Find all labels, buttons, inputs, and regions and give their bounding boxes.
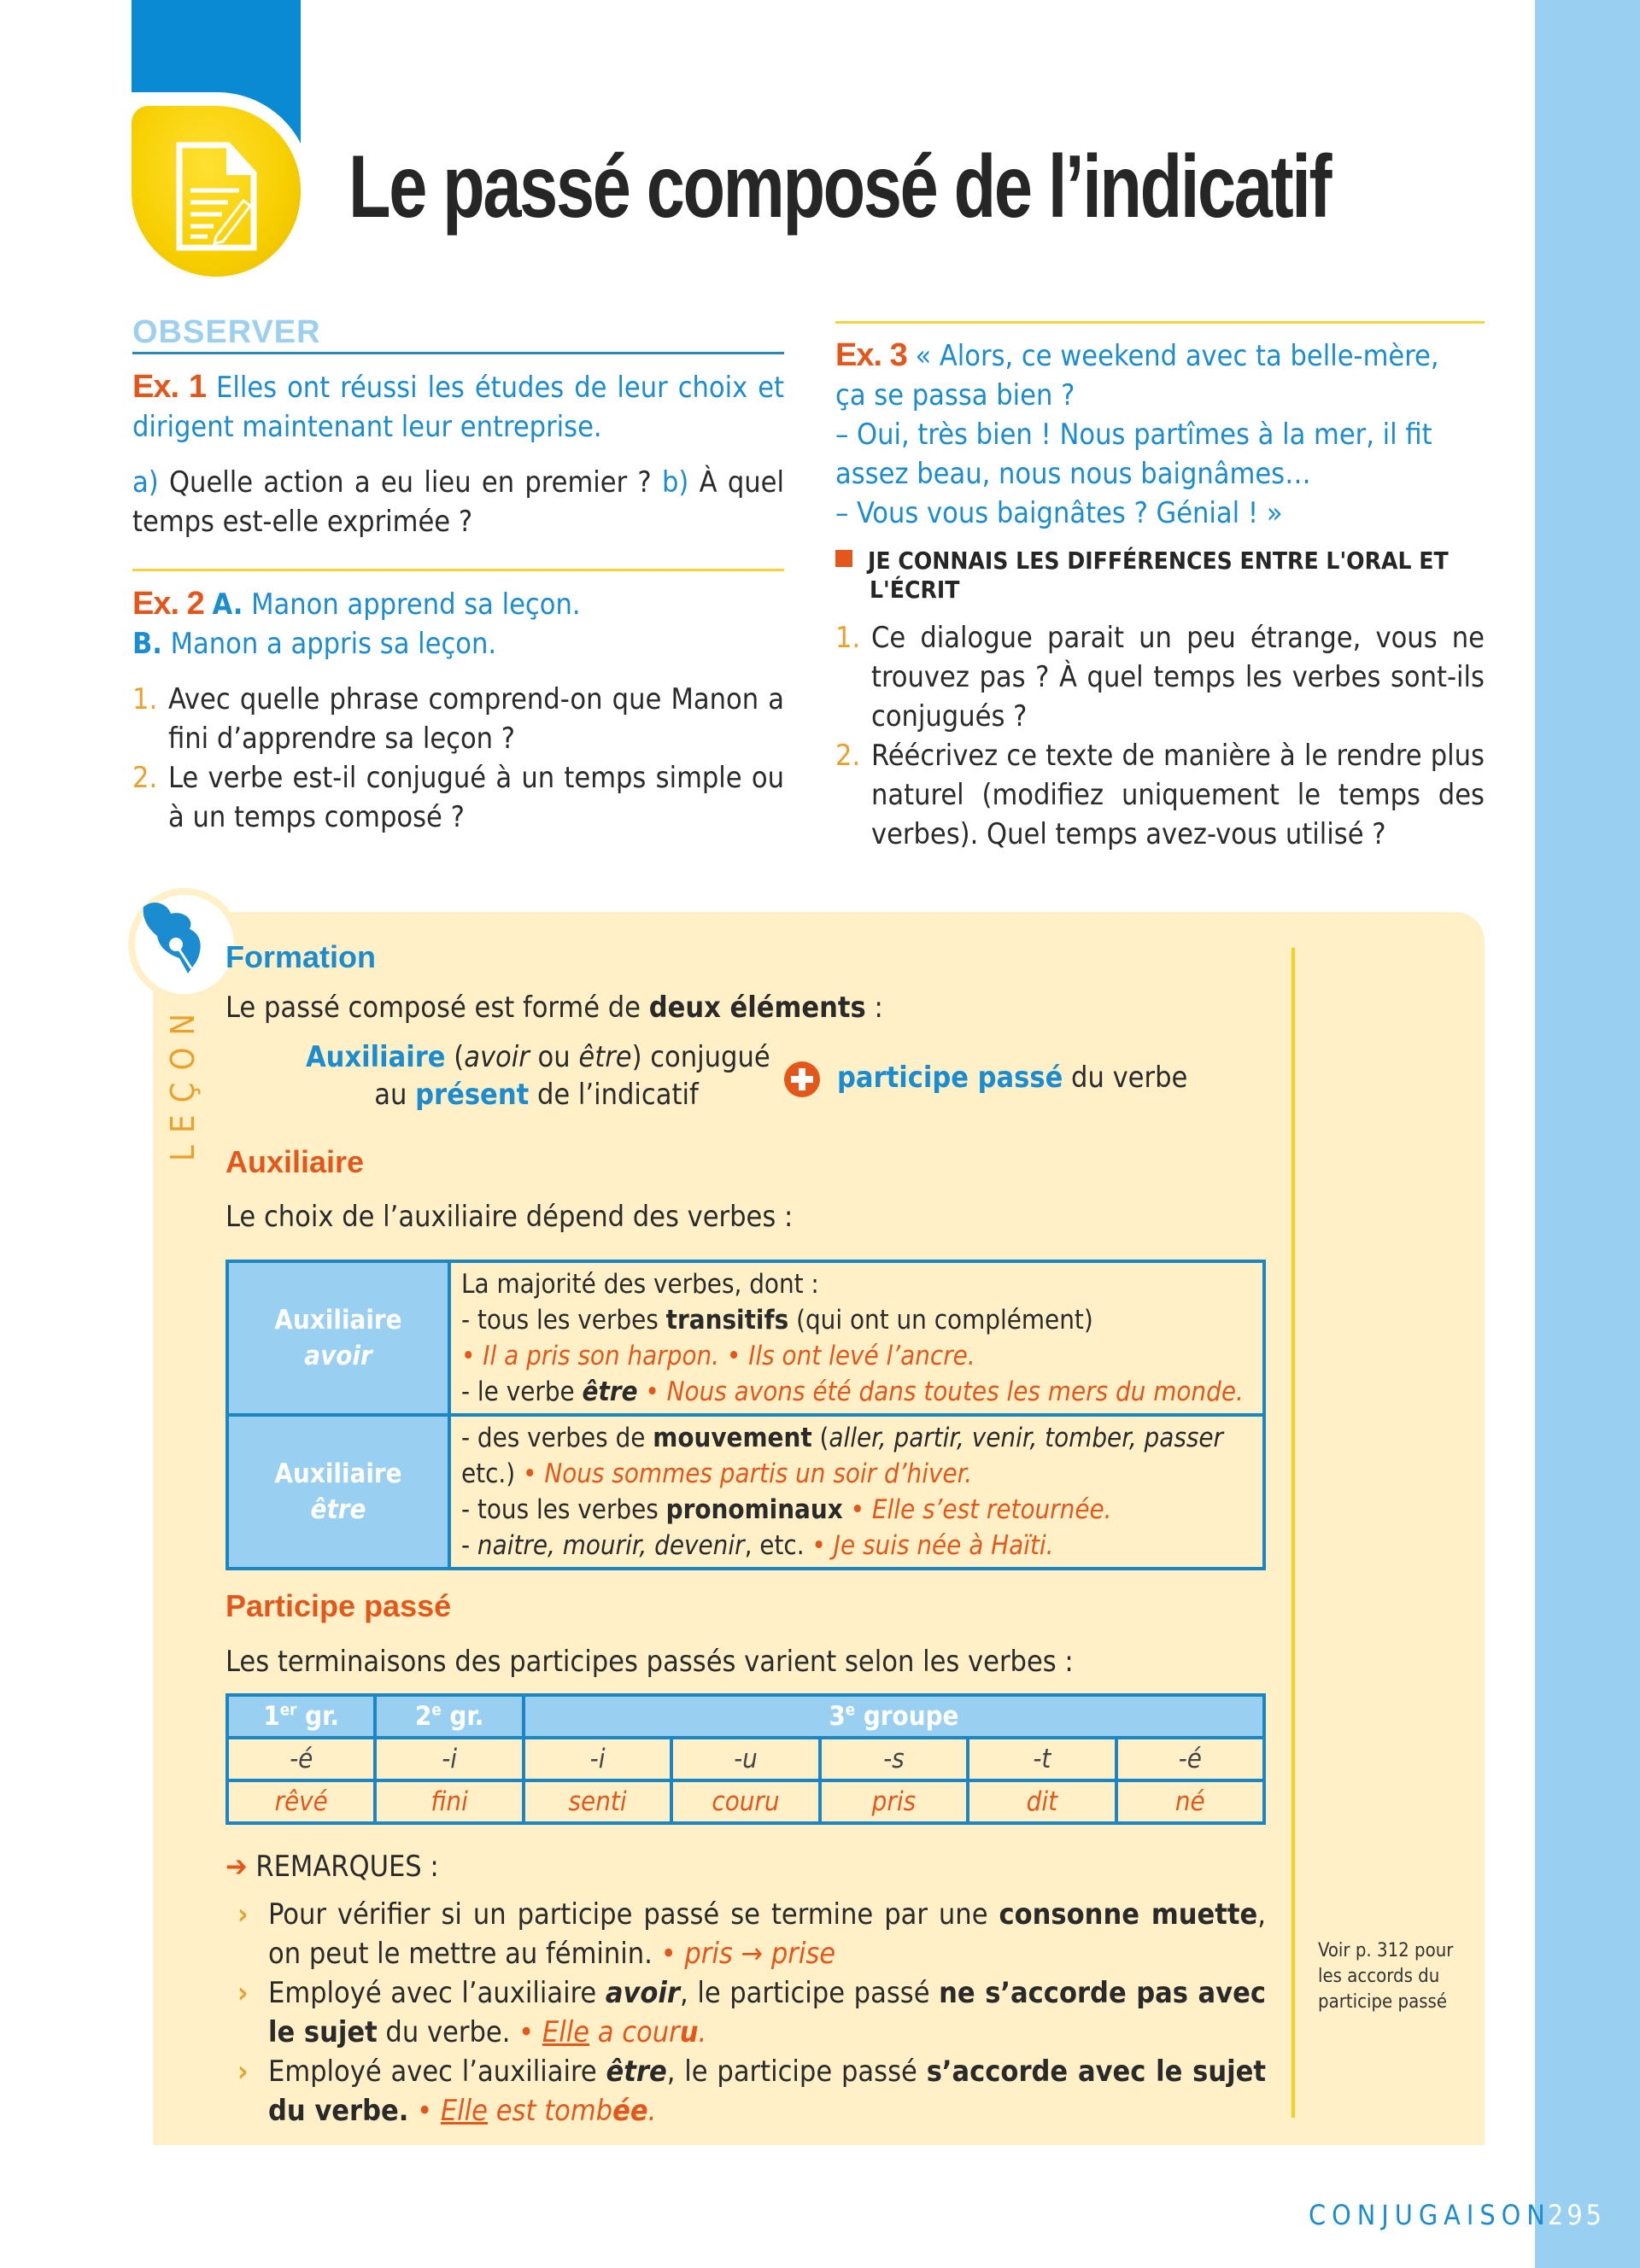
item-number: 2. xyxy=(835,739,861,773)
text: ( xyxy=(445,1040,465,1074)
text: naitre, mourir, devenir xyxy=(477,1530,745,1561)
text: ou xyxy=(529,1040,579,1074)
intro-bold: deux éléments xyxy=(648,991,866,1025)
item-number: 2. xyxy=(132,761,158,795)
example: . xyxy=(698,2015,707,2049)
exercise-3-questions xyxy=(835,618,1485,854)
text: 3 xyxy=(829,1701,846,1732)
intro-punct: : xyxy=(865,991,883,1025)
text: au xyxy=(374,1078,416,1112)
column-header xyxy=(375,1695,523,1738)
skill-text: JE CONNAIS LES DIFFÉRENCES ENTRE L'ORAL ET L'ÉCRIT xyxy=(868,547,1449,604)
text: 1 xyxy=(263,1701,280,1732)
table-row xyxy=(227,1415,1264,1569)
table-cell: -i xyxy=(524,1738,671,1780)
example: est tomb xyxy=(488,2094,613,2128)
example-subject: Elle xyxy=(440,2094,489,2128)
page-number: 295 xyxy=(1548,2199,1605,2231)
text: - des verbes de xyxy=(461,1423,653,1453)
text: - le verbe xyxy=(461,1377,583,1407)
exercise-1-text: Elles ont réussi les études de leur choix et dirigent maintenant leur entreprise. xyxy=(132,371,785,444)
participe-title: Participe passé xyxy=(226,1588,452,1623)
exercise-1 xyxy=(132,367,784,447)
formation-intro xyxy=(226,989,883,1026)
dialogue-line: – Oui, très bien ! Nous partîmes à la mer, il fit assez beau, nous nous baignâmes… xyxy=(835,418,1432,491)
text: Pour vérifier si un participe passé se termine par une xyxy=(268,1897,999,1932)
table-cell: -i xyxy=(375,1738,523,1780)
column-header xyxy=(524,1695,1264,1738)
question-b-letter: b) xyxy=(661,465,689,500)
text: ( xyxy=(811,1423,829,1453)
remark-item xyxy=(268,1895,1266,1973)
remark-item xyxy=(268,1973,1266,2052)
bullet: • xyxy=(408,2094,441,2128)
text: - xyxy=(461,1530,477,1561)
bullet: • xyxy=(510,2015,542,2049)
example: • Elle s’est retournée. xyxy=(842,1494,1112,1525)
text: avoir xyxy=(464,1040,530,1074)
exercise-1-questions xyxy=(132,463,784,541)
divider-rule xyxy=(132,569,784,571)
exercise-2-questions xyxy=(132,680,784,837)
chevron-right-icon: › xyxy=(237,1976,249,2010)
participle-term: participe passé xyxy=(837,1061,1063,1095)
text: 2 xyxy=(414,1701,432,1732)
aux-term: Auxiliaire xyxy=(306,1040,446,1074)
header-text: Auxiliaire xyxy=(274,1458,402,1489)
page-title: Le passé composé de l’indicatif xyxy=(348,137,1331,237)
observer-heading: OBSERVER xyxy=(132,314,321,350)
endings-row xyxy=(227,1738,1264,1780)
text: transitifs xyxy=(665,1305,789,1336)
text: e xyxy=(431,1701,442,1720)
text: être xyxy=(578,1040,632,1074)
example-ending: u xyxy=(679,2015,699,2049)
chevron-right-icon: › xyxy=(237,2055,249,2089)
text: de l’indicatif xyxy=(529,1078,699,1112)
sentence-a-letter: A. xyxy=(212,587,243,622)
table-header-row xyxy=(227,1695,1264,1738)
text: être xyxy=(606,2055,667,2089)
table-cell: rêvé xyxy=(227,1780,375,1823)
text: La majorité des verbes, dont : xyxy=(461,1269,819,1300)
formula-auxiliary xyxy=(306,1038,770,1114)
table-cell: senti xyxy=(524,1780,671,1823)
auxiliaire-title: Auxiliaire xyxy=(226,1144,365,1179)
header-verb: être xyxy=(310,1494,366,1525)
skill-heading xyxy=(835,547,1467,605)
intro-text: Le passé composé est formé de xyxy=(226,991,649,1025)
present-term: présent xyxy=(415,1078,530,1112)
exercise-1-label: Ex. 1 xyxy=(132,369,207,405)
examples-row xyxy=(227,1780,1264,1823)
row-header xyxy=(227,1415,449,1569)
example: . xyxy=(647,2094,657,2128)
exercise-2 xyxy=(132,584,784,663)
text: , le participe passé xyxy=(666,2055,927,2089)
text: , etc. xyxy=(744,1530,805,1561)
text: consonne muette xyxy=(999,1897,1258,1932)
example: a cour xyxy=(589,2015,680,2049)
text: mouvement xyxy=(653,1423,812,1453)
example-subject: Elle xyxy=(542,2015,590,2049)
exercise-2-label: Ex. 2 xyxy=(132,586,204,622)
table-row xyxy=(227,1261,1264,1415)
auxiliaire-intro: Le choix de l’auxiliaire dépend des verbes : xyxy=(226,1200,794,1234)
example: • Il a pris son harpon. • Ils ont levé l’ancre. xyxy=(461,1341,975,1371)
auxiliary-table xyxy=(226,1260,1266,1570)
participe-intro: Les terminaisons des participes passés varient selon les verbes : xyxy=(226,1645,1074,1679)
remarks-title: REMARQUES : xyxy=(255,1850,439,1884)
text: (qui ont un complément) xyxy=(788,1305,1093,1336)
cross-reference-note: Voir p. 312 pour les accords du participe passé xyxy=(1318,1940,1454,2013)
arrow-icon: → xyxy=(732,1937,771,1971)
text: etc.) xyxy=(461,1458,516,1489)
dialogue-line: « Alors, ce weekend avec ta belle-mère, ça se passa bien ? xyxy=(835,339,1439,412)
side-color-strip xyxy=(1535,0,1640,2268)
text: être xyxy=(582,1377,638,1407)
table-cell: -é xyxy=(227,1738,375,1780)
item-text: Réécrivez ce texte de manière à le rendre plus naturel (modifiez uniquement le temps des verbes). Quel temps avez-vous utilisé ? xyxy=(871,739,1485,851)
text: gr. xyxy=(441,1701,484,1732)
text: avoir xyxy=(605,1976,680,2010)
remark-item xyxy=(268,2052,1266,2131)
example: • Nous sommes partis un soir d’hiver. xyxy=(515,1458,973,1489)
text: , le participe passé xyxy=(680,1976,940,2010)
lesson-icon-badge xyxy=(128,888,241,1001)
item-number: 1. xyxy=(132,682,158,716)
exercise-3-label: Ex. 3 xyxy=(835,337,907,373)
formation-title: Formation xyxy=(226,939,376,974)
chevron-right-icon: › xyxy=(237,1897,249,1932)
fountain-pen-icon xyxy=(135,895,234,994)
text: groupe xyxy=(855,1701,959,1732)
table-cell: -t xyxy=(968,1738,1116,1780)
square-bullet-icon xyxy=(835,550,852,567)
text: aller, partir, venir, tomber, passer xyxy=(829,1423,1224,1453)
text: e xyxy=(845,1701,856,1720)
participle-endings-table xyxy=(226,1693,1266,1825)
document-pencil-icon xyxy=(175,141,261,252)
text: - tous les verbes xyxy=(461,1305,666,1336)
list-item xyxy=(835,618,1485,736)
observer-rule xyxy=(132,352,784,354)
text: , on peut le mettre au féminin. xyxy=(268,1897,1266,1971)
column-header xyxy=(227,1695,375,1738)
table-cell: couru xyxy=(671,1780,819,1823)
table-cell: fini xyxy=(375,1780,523,1823)
arrow-right-icon: ➔ xyxy=(226,1850,248,1884)
item-text: Ce dialogue parait un peu étrange, vous ne trouvez pas ? À quel temps les verbes sont-ils conjugués ? xyxy=(871,621,1485,734)
table-cell: -é xyxy=(1116,1738,1264,1780)
text: gr. xyxy=(296,1701,340,1732)
sentence-a-text: Manon apprend sa leçon. xyxy=(251,587,581,622)
plus-circle-icon xyxy=(784,1061,820,1097)
table-cell xyxy=(449,1415,1264,1569)
text: du verbe. xyxy=(377,2015,511,2049)
question-a-letter: a) xyxy=(132,465,159,500)
text: ) conjugué xyxy=(631,1040,770,1074)
footer-section-name: CONJUGAISON xyxy=(1309,2199,1551,2231)
table-cell: -u xyxy=(671,1738,819,1780)
table-cell: -s xyxy=(820,1738,968,1780)
example: • pris xyxy=(652,1937,733,1971)
text: er xyxy=(279,1701,297,1720)
table-cell xyxy=(449,1261,1264,1415)
dialogue-line: – Vous vous baignâtes ? Génial ! » xyxy=(835,496,1283,530)
text: Employé avec l’auxiliaire xyxy=(268,1976,606,2010)
header-text: Auxiliaire xyxy=(274,1305,402,1336)
item-text: Le verbe est-il conjugué à un temps simple ou à un temps composé ? xyxy=(168,761,784,834)
divider-rule xyxy=(835,321,1485,324)
aside-rule xyxy=(1292,948,1295,2118)
text: ne s’accorde pas avec le sujet xyxy=(268,1976,1266,2049)
remarks-heading xyxy=(226,1848,439,1885)
table-cell: pris xyxy=(820,1780,968,1823)
example: • Je suis née à Haïti. xyxy=(804,1530,1054,1561)
row-header xyxy=(227,1261,449,1415)
exercise-3 xyxy=(835,336,1463,533)
sentence-b-letter: B. xyxy=(132,627,162,661)
list-item xyxy=(132,758,784,837)
lesson-label: LEÇON xyxy=(164,1002,202,1161)
text: - tous les verbes xyxy=(461,1494,666,1525)
item-text: Avec quelle phrase comprend-on que Manon a fini d’apprendre sa leçon ? xyxy=(168,682,784,756)
example: prise xyxy=(770,1937,836,1971)
text: du verbe xyxy=(1063,1061,1188,1095)
example-ending: ée xyxy=(612,2094,648,2128)
table-cell: né xyxy=(1116,1780,1264,1823)
example: • Nous avons été dans toutes les mers du monde. xyxy=(637,1377,1244,1407)
text: pronominaux xyxy=(665,1494,843,1525)
formula-participle xyxy=(837,1059,1187,1096)
item-number: 1. xyxy=(835,621,861,655)
table-cell: dit xyxy=(968,1780,1116,1823)
text: Employé avec l’auxiliaire xyxy=(268,2055,606,2089)
list-item xyxy=(835,736,1485,854)
question-a-text: Quelle action a eu lieu en premier ? xyxy=(168,465,652,500)
sentence-b-text: Manon a appris sa leçon. xyxy=(170,627,497,661)
header-verb: avoir xyxy=(304,1341,372,1371)
question-b-text: À quel temps est-elle exprimée ? xyxy=(132,465,784,539)
list-item xyxy=(132,680,784,758)
text: s’accorde avec le sujet du verbe. xyxy=(268,2055,1266,2128)
